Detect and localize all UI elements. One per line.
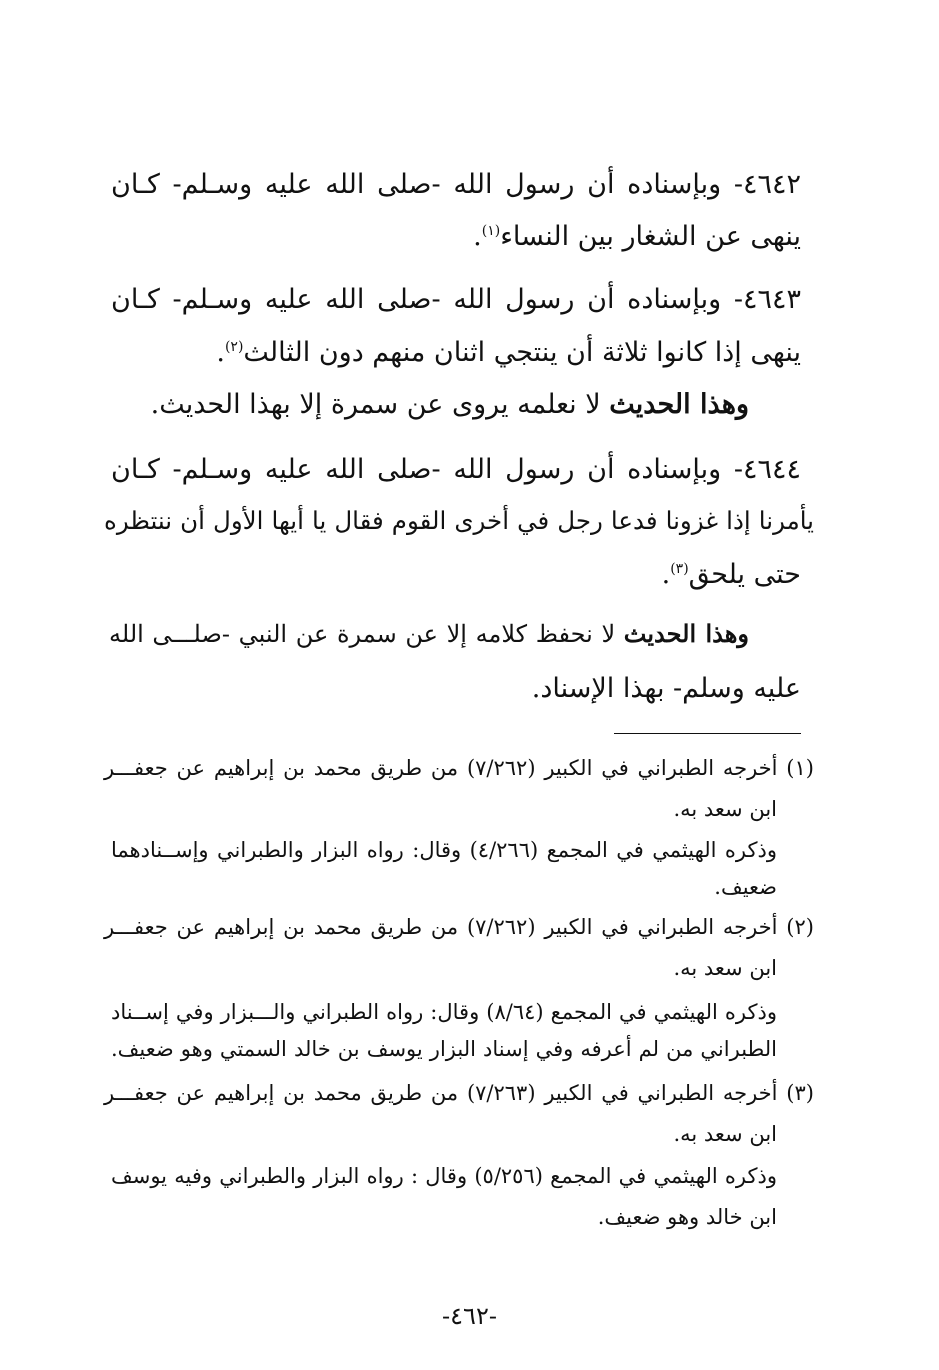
- hadith-number: ٤٦٤٣: [742, 284, 801, 315]
- footnote-3-line4: ابن خالد وهو ضعيف.: [597, 1205, 777, 1229]
- hadith-4643-line2: ينهى إذا كانوا ثلاثة أن ينتجي اثنان منهم دون الثالث$^{(٢)}$.: [216, 337, 801, 368]
- hadith-number: ٤٦٤٤: [742, 454, 801, 485]
- closing-remark-line2: عليه وسلم- بهذا الإسناد.: [531, 673, 801, 704]
- closing-remark-line1: وهذا الحديث لا نحفظ كلامه إلا عن سمرة عن النبي -صلـــى الله: [109, 619, 749, 648]
- footnote-3-line2: ابن سعد به.: [673, 1122, 777, 1146]
- hadith-4644-line1: ٤٦٤٤- وبإسناده أن رسول الله -صلى الله عليه وسـلم- كـان: [111, 454, 801, 485]
- footnote-3-line1: (٣) أخرجه الطبراني في الكبير (٧/٢٦٣) من طريق محمد بن إبراهيم عن جعفـــر: [104, 1081, 814, 1105]
- hadith-4642-line2: ينهى عن الشغار بين النساء$^{(١)}$.: [473, 221, 801, 252]
- footnote-marker: (١): [786, 756, 814, 780]
- footnote-2-line1: (٢) أخرجه الطبراني في الكبير (٧/٢٦٢) من طريق محمد بن إبراهيم عن جعفـــر: [104, 915, 814, 939]
- footnote-2-line2: ابن سعد به.: [673, 956, 777, 980]
- hadith-4643-line1: ٤٦٤٣- وبإسناده أن رسول الله -صلى الله عليه وسـلم- كـان: [111, 284, 801, 315]
- footnote-1-line4: ضعيف.: [714, 875, 777, 899]
- footnote-1-line2: ابن سعد به.: [673, 797, 777, 821]
- page-number: -٤٦٢-: [442, 1302, 497, 1330]
- footnote-ref: (٢): [224, 339, 244, 355]
- footnote-2-line3: وذكره الهيثمي في المجمع (٨/٦٤) وقال: رواه الطبراني والـــبزار وفي إســناد: [111, 1000, 777, 1024]
- footnote-ref: (١): [481, 223, 501, 239]
- footnote-1-line3: وذكره الهيثمي في المجمع (٤/٢٦٦) وقال: رواه البزار والطبراني وإســنادهما: [111, 838, 778, 862]
- footnote-3-line3: وذكره الهيثمي في المجمع (٥/٢٥٦) وقال : رواه البزار والطبراني وفيه يوسف: [111, 1164, 777, 1188]
- hadith-4644-line3: حتى يلحق$^{(٣)}$.: [661, 559, 801, 590]
- footnote-marker: (٣): [786, 1081, 814, 1105]
- footnote-ref: (٣): [670, 561, 689, 577]
- footnote-1-line1: (١) أخرجه الطبراني في الكبير (٧/٢٦٢) من طريق محمد بن إبراهيم عن جعفـــر: [104, 756, 814, 780]
- footnote-marker: (٢): [786, 915, 814, 939]
- hadith-4643-remark: وهذا الحديث لا نعلمه يروى عن سمرة إلا بهذا الحديث.: [150, 389, 749, 420]
- footnote-2-line4: الطبراني من لم أعرفه وفي إسناد البزار يوسف بن خالد السمتي وهو ضعيف.: [111, 1037, 777, 1061]
- hadith-4644-line2: يأمرنا إذا غزونا فدعا رجل في أخرى القوم فقال يا أيها الأول أن ننتظره: [104, 506, 814, 535]
- hadith-number: ٤٦٤٢: [742, 169, 801, 200]
- hadith-4642-line1: ٤٦٤٢- وبإسناده أن رسول الله -صلى الله عليه وسـلم- كـان: [111, 169, 801, 200]
- footnote-separator: [614, 733, 801, 734]
